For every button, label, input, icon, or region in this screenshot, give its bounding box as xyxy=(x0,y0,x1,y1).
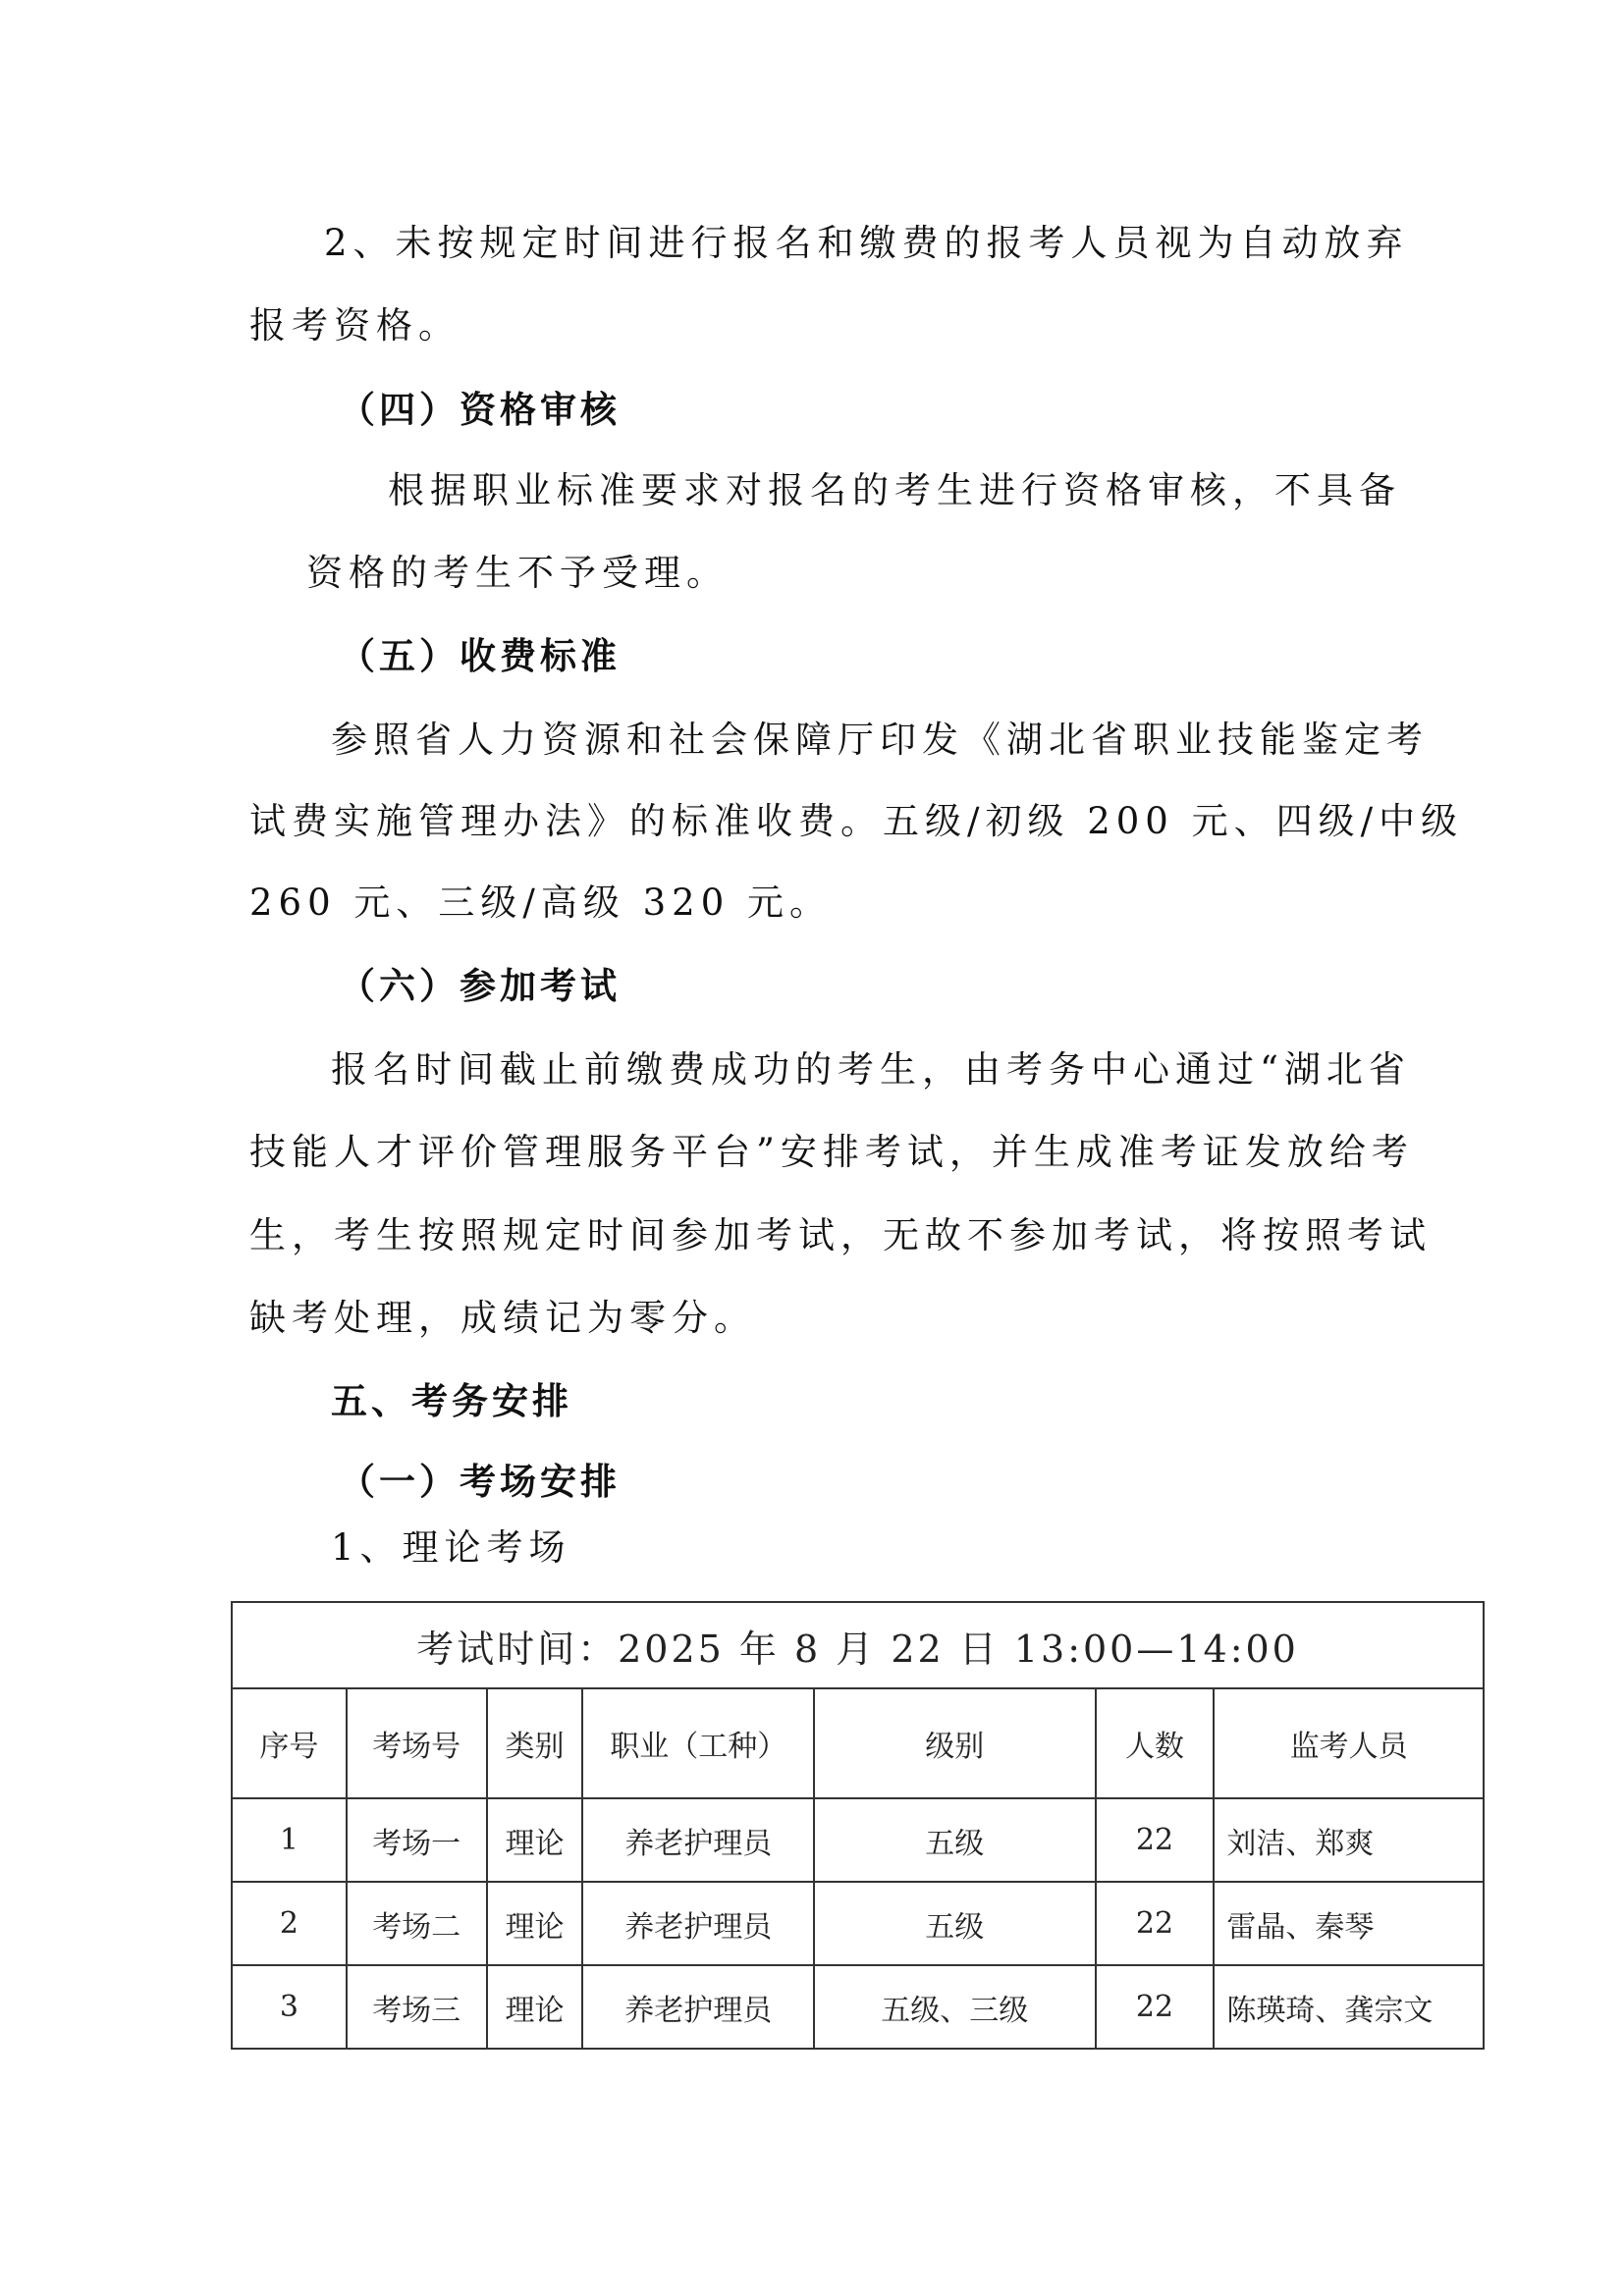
table-cell: 五级 xyxy=(814,1798,1096,1882)
header-cell: 考场号 xyxy=(347,1688,487,1798)
table-cell: 理论 xyxy=(487,1965,583,2049)
table-cell: 22 xyxy=(1096,1882,1215,1965)
table-cell: 理论 xyxy=(487,1882,583,1965)
table-cell: 1 xyxy=(232,1798,347,1882)
table-cell: 五级、三级 xyxy=(814,1965,1096,2049)
header-cell: 级别 xyxy=(814,1688,1096,1798)
paragraph-line: 技能人才评价管理服务平台”安排考试，并生成准考证发放给考 xyxy=(249,1131,1414,1173)
paragraph-line: 根据职业标准要求对报名的考生进行资格审核，不具备 xyxy=(388,469,1401,511)
exam-time-caption: 考试时间：2025 年 8 月 22 日 13:00—14:00 xyxy=(232,1602,1484,1688)
paragraph-line: 260 元、三级/高级 320 元。 xyxy=(249,881,832,924)
table-cell: 考场三 xyxy=(347,1965,487,2049)
paragraph-line: 试费实施管理办法》的标准收费。五级/初级 200 元、四级/中级 xyxy=(249,800,1464,842)
paragraph-line: 资格的考生不予受理。 xyxy=(306,552,729,594)
paragraph-line: 报考资格。 xyxy=(249,304,460,347)
section-heading: （五）收费标准 xyxy=(339,635,621,677)
table-cell: 2 xyxy=(232,1882,347,1965)
table-row xyxy=(232,1882,1484,1965)
paragraph-line: 报名时间截止前缴费成功的考生，由考务中心通过“湖北省 xyxy=(331,1048,1411,1091)
table-cell: 考场一 xyxy=(347,1798,487,1882)
section-heading: 五、考务安排 xyxy=(331,1380,572,1422)
table-cell: 养老护理员 xyxy=(582,1965,814,2049)
header-cell: 监考人员 xyxy=(1214,1688,1484,1798)
table-cell: 3 xyxy=(232,1965,347,2049)
section-heading: （六）参加考试 xyxy=(339,965,621,1007)
table-cell: 刘洁、郑爽 xyxy=(1214,1798,1484,1882)
paragraph-line: 参照省人力资源和社会保障厅印发《湖北省职业技能鉴定考 xyxy=(331,719,1429,761)
header-cell: 序号 xyxy=(232,1688,347,1798)
section-heading: （一）考场安排 xyxy=(339,1461,621,1503)
section-heading: （四）资格审核 xyxy=(339,389,621,431)
table-row xyxy=(232,1798,1484,1882)
header-cell: 类别 xyxy=(487,1688,583,1798)
table-row xyxy=(232,1965,1484,2049)
table-cell: 陈瑛琦、龚宗文 xyxy=(1214,1965,1484,2049)
paragraph-line: 1、理论考场 xyxy=(331,1526,571,1569)
paragraph-line: 2、未按规定时间进行报名和缴费的报考人员视为自动放弃 xyxy=(324,222,1409,264)
table-header-row xyxy=(232,1688,1484,1798)
table-cell: 22 xyxy=(1096,1965,1215,2049)
table-cell: 养老护理员 xyxy=(582,1882,814,1965)
table-cell: 养老护理员 xyxy=(582,1798,814,1882)
exam-room-table xyxy=(231,1601,1485,2050)
header-cell: 职业（工种） xyxy=(582,1688,814,1798)
paragraph-line: 缺考处理，成绩记为零分。 xyxy=(249,1297,756,1339)
table-cell: 考场二 xyxy=(347,1882,487,1965)
table-cell: 理论 xyxy=(487,1798,583,1882)
paragraph-line: 生，考生按照规定时间参加考试，无故不参加考试，将按照考试 xyxy=(249,1214,1432,1256)
header-cell: 人数 xyxy=(1096,1688,1215,1798)
table-cell: 五级 xyxy=(814,1882,1096,1965)
table-cell: 雷晶、秦琴 xyxy=(1214,1882,1484,1965)
table-cell: 22 xyxy=(1096,1798,1215,1882)
